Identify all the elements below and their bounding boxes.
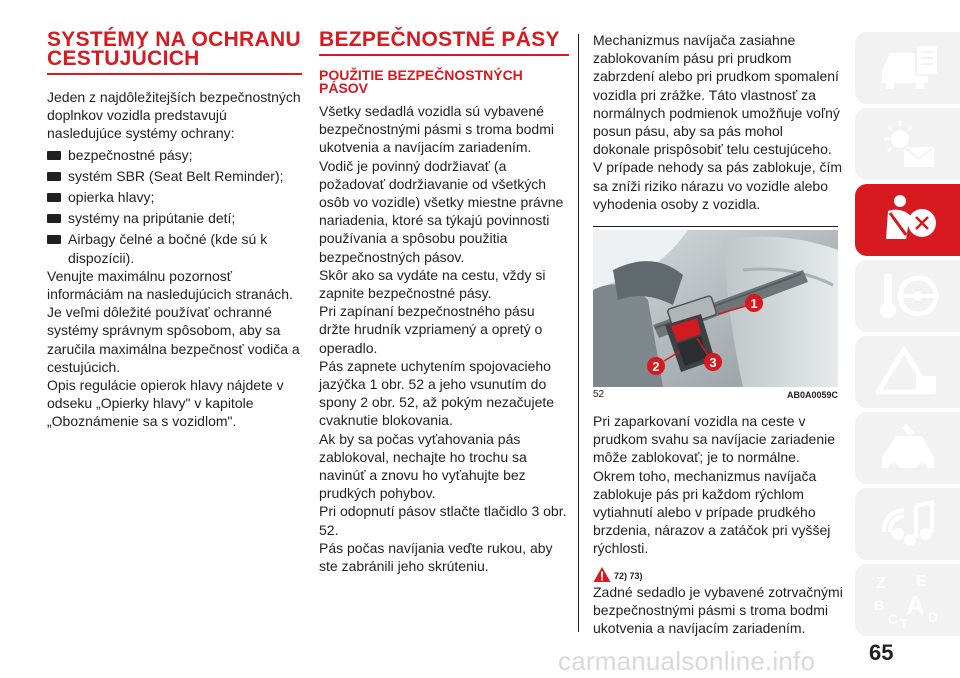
- index-letter: A: [905, 590, 925, 620]
- list-item: systémy na pripútanie detí;: [47, 209, 302, 227]
- paragraph: Pri zaparkovaní vozidla na ceste v prudkom svahu sa navíjacie zariadenie môže zablokovať; je to normálne. Okrem toho, mechanizmus navíjača zablokuje pás pri každom rýchlom vytiahnutí alebo v prípade prudkého brzdenia, nárazov a zatáčok pri vyššej rýchlosti.: [593, 413, 836, 557]
- tab-emergency[interactable]: [855, 336, 960, 408]
- callout-1: 1: [750, 296, 758, 312]
- service-wrench-icon: [876, 422, 940, 474]
- paragraph: V prípade nehody sa pás zablokuje, čím sa zníži riziko nárazu vo vozidle alebo vyhodenia osoby z vozidla.: [593, 159, 843, 212]
- key-steering-icon: [876, 270, 940, 322]
- paragraph: Pás zapnete uchytením spojovacieho jazýčka 1 obr. 52 a jeho vsunutím do spony 2 obr. 52, až pokým nezačujete cvaknutie blokovania.: [319, 357, 555, 429]
- bullet-icon: [47, 172, 61, 181]
- paragraph: Vodič je povinný dodržiavať (a požadovať dodržiavanie od všetkých osôb vo vozidle) všetky miestne právne nariadenia, ktoré sa týkajú povinnosti používania a spôsobu použitia bezpečnostných pásov.: [319, 157, 564, 265]
- warning-triangle-icon: [593, 566, 611, 583]
- section-heading-protection: SYSTÉMY NA OCHRANU CESTUJÚCICH: [47, 30, 302, 75]
- seatbelt-airbag-icon: [876, 193, 940, 247]
- warning-lights-icon: [876, 119, 940, 169]
- emergency-triangle-icon: [876, 346, 940, 398]
- watermark: carmanualsonline.info: [558, 646, 816, 676]
- paragraph: Všetky sedadlá vozidla sú vybavené bezpečnostnými pásmi s troma bodmi ukotvenia a navíjacím zariadením.: [319, 103, 554, 156]
- bullet-icon: [47, 193, 61, 202]
- tab-multimedia[interactable]: [855, 488, 960, 560]
- chapter-tabs: [855, 32, 960, 640]
- paragraph: Pri zapínaní bezpečnostného pásu držte hrudník vzpriamený a opretý o operadlo.: [319, 303, 543, 356]
- warning-reference: [593, 561, 843, 583]
- tab-maintenance[interactable]: [855, 412, 960, 484]
- column-protection-systems: [47, 30, 302, 431]
- column-divider: [578, 34, 579, 632]
- warning-refs: 72) 73): [614, 570, 643, 581]
- subheading-belt-use: POUŽITIE BEZPEČNOSTNÝCH PÁSOV: [319, 67, 523, 96]
- figure-code: AB0A0059C: [786, 390, 838, 401]
- section-heading-seat-belts: BEZPEČNOSTNÉ PÁSY: [319, 30, 569, 56]
- tab-index[interactable]: [855, 564, 960, 636]
- paragraph: Skôr ako sa vydáte na cestu, vždy si zapnite bezpečnostné pásy.: [319, 266, 546, 302]
- index-letter: Z: [875, 575, 886, 592]
- tab-starting-driving[interactable]: [855, 260, 960, 332]
- index-letter: B: [873, 597, 884, 613]
- paragraph: Mechanizmus navíjača zasiahne zablokovaním pásu pri prudkom zabrzdení alebo pri prudkom spomalení vozidla pri zrážke. Táto vlastnosť za normálnych podmienok umožňuje voľný posun pásu, aby sa pás mohol dokonale prispôsobiť telu cestujúceho.: [593, 32, 840, 158]
- tab-dashboard[interactable]: [855, 32, 960, 104]
- paragraph: Ak by sa počas vyťahovania pás zablokoval, nechajte ho trochu sa navinúť a znovu ho vyťahujte bez prudkých pohybov.: [319, 430, 527, 502]
- paragraph: Zadné sedadlo je vybavené zotrvačnými bezpečnostnými pásmi s troma bodmi ukotvenia a navíjacím zariadením.: [593, 583, 843, 637]
- index-letter: C: [887, 611, 898, 627]
- list-item: Airbagy čelné a bočné (kde sú k dispozícii).: [47, 230, 302, 266]
- callout-2: 2: [652, 359, 660, 375]
- index-letters-icon: [872, 570, 944, 630]
- paragraph: Opis regulácie opierok hlavy nájdete v odseku „Opierky hlavy" v kapitole „Oboznámenie sa s vozidlom".: [47, 377, 284, 430]
- column-seat-belts: [319, 30, 569, 575]
- paragraph: Pás počas navíjania veďte rukou, aby ste zabránili jeho skrúteniu.: [319, 539, 553, 575]
- car-dashboard-icon: [876, 43, 940, 93]
- callout-3: 3: [709, 355, 717, 371]
- figure-caption: [593, 389, 838, 401]
- paragraph: Pri odopnutí pásov stlačte tlačidlo 3 obr. 52.: [319, 503, 567, 538]
- tab-warning-lights[interactable]: [855, 108, 960, 180]
- figure-52: [593, 226, 838, 401]
- list-item: systém SBR (Seat Belt Reminder);: [47, 167, 302, 185]
- page-number: 65: [869, 640, 894, 665]
- tab-safety[interactable]: [855, 184, 960, 256]
- column-retractor: [593, 31, 843, 637]
- bullet-icon: [47, 214, 61, 223]
- index-letter: E: [915, 573, 927, 590]
- list-item: bezpečnostné pásy;: [47, 146, 302, 164]
- bullet-icon: [47, 235, 61, 244]
- seatbelt-buckle-photo: [593, 230, 838, 387]
- bullet-icon: [47, 151, 61, 160]
- paragraph: Venujte maximálnu pozornosť informáciám na nasledujúcich stranách. Je veľmi dôležité používať ochranné systémy správnym spôsobom, aby sa zaručila maximálna bezpečnosť vodiča a cestujúcich.: [47, 267, 300, 375]
- figure-number: 52: [593, 389, 605, 401]
- multimedia-icon: [876, 498, 940, 550]
- list-item: opierka hlavy;: [47, 188, 302, 206]
- index-letter: T: [899, 617, 907, 630]
- index-letter: D: [927, 609, 938, 625]
- intro-paragraph: Jeden z najdôležitejších bezpečnostných doplnkov vozidla predstavujú nasledujúce systémy ochrany:: [47, 89, 301, 142]
